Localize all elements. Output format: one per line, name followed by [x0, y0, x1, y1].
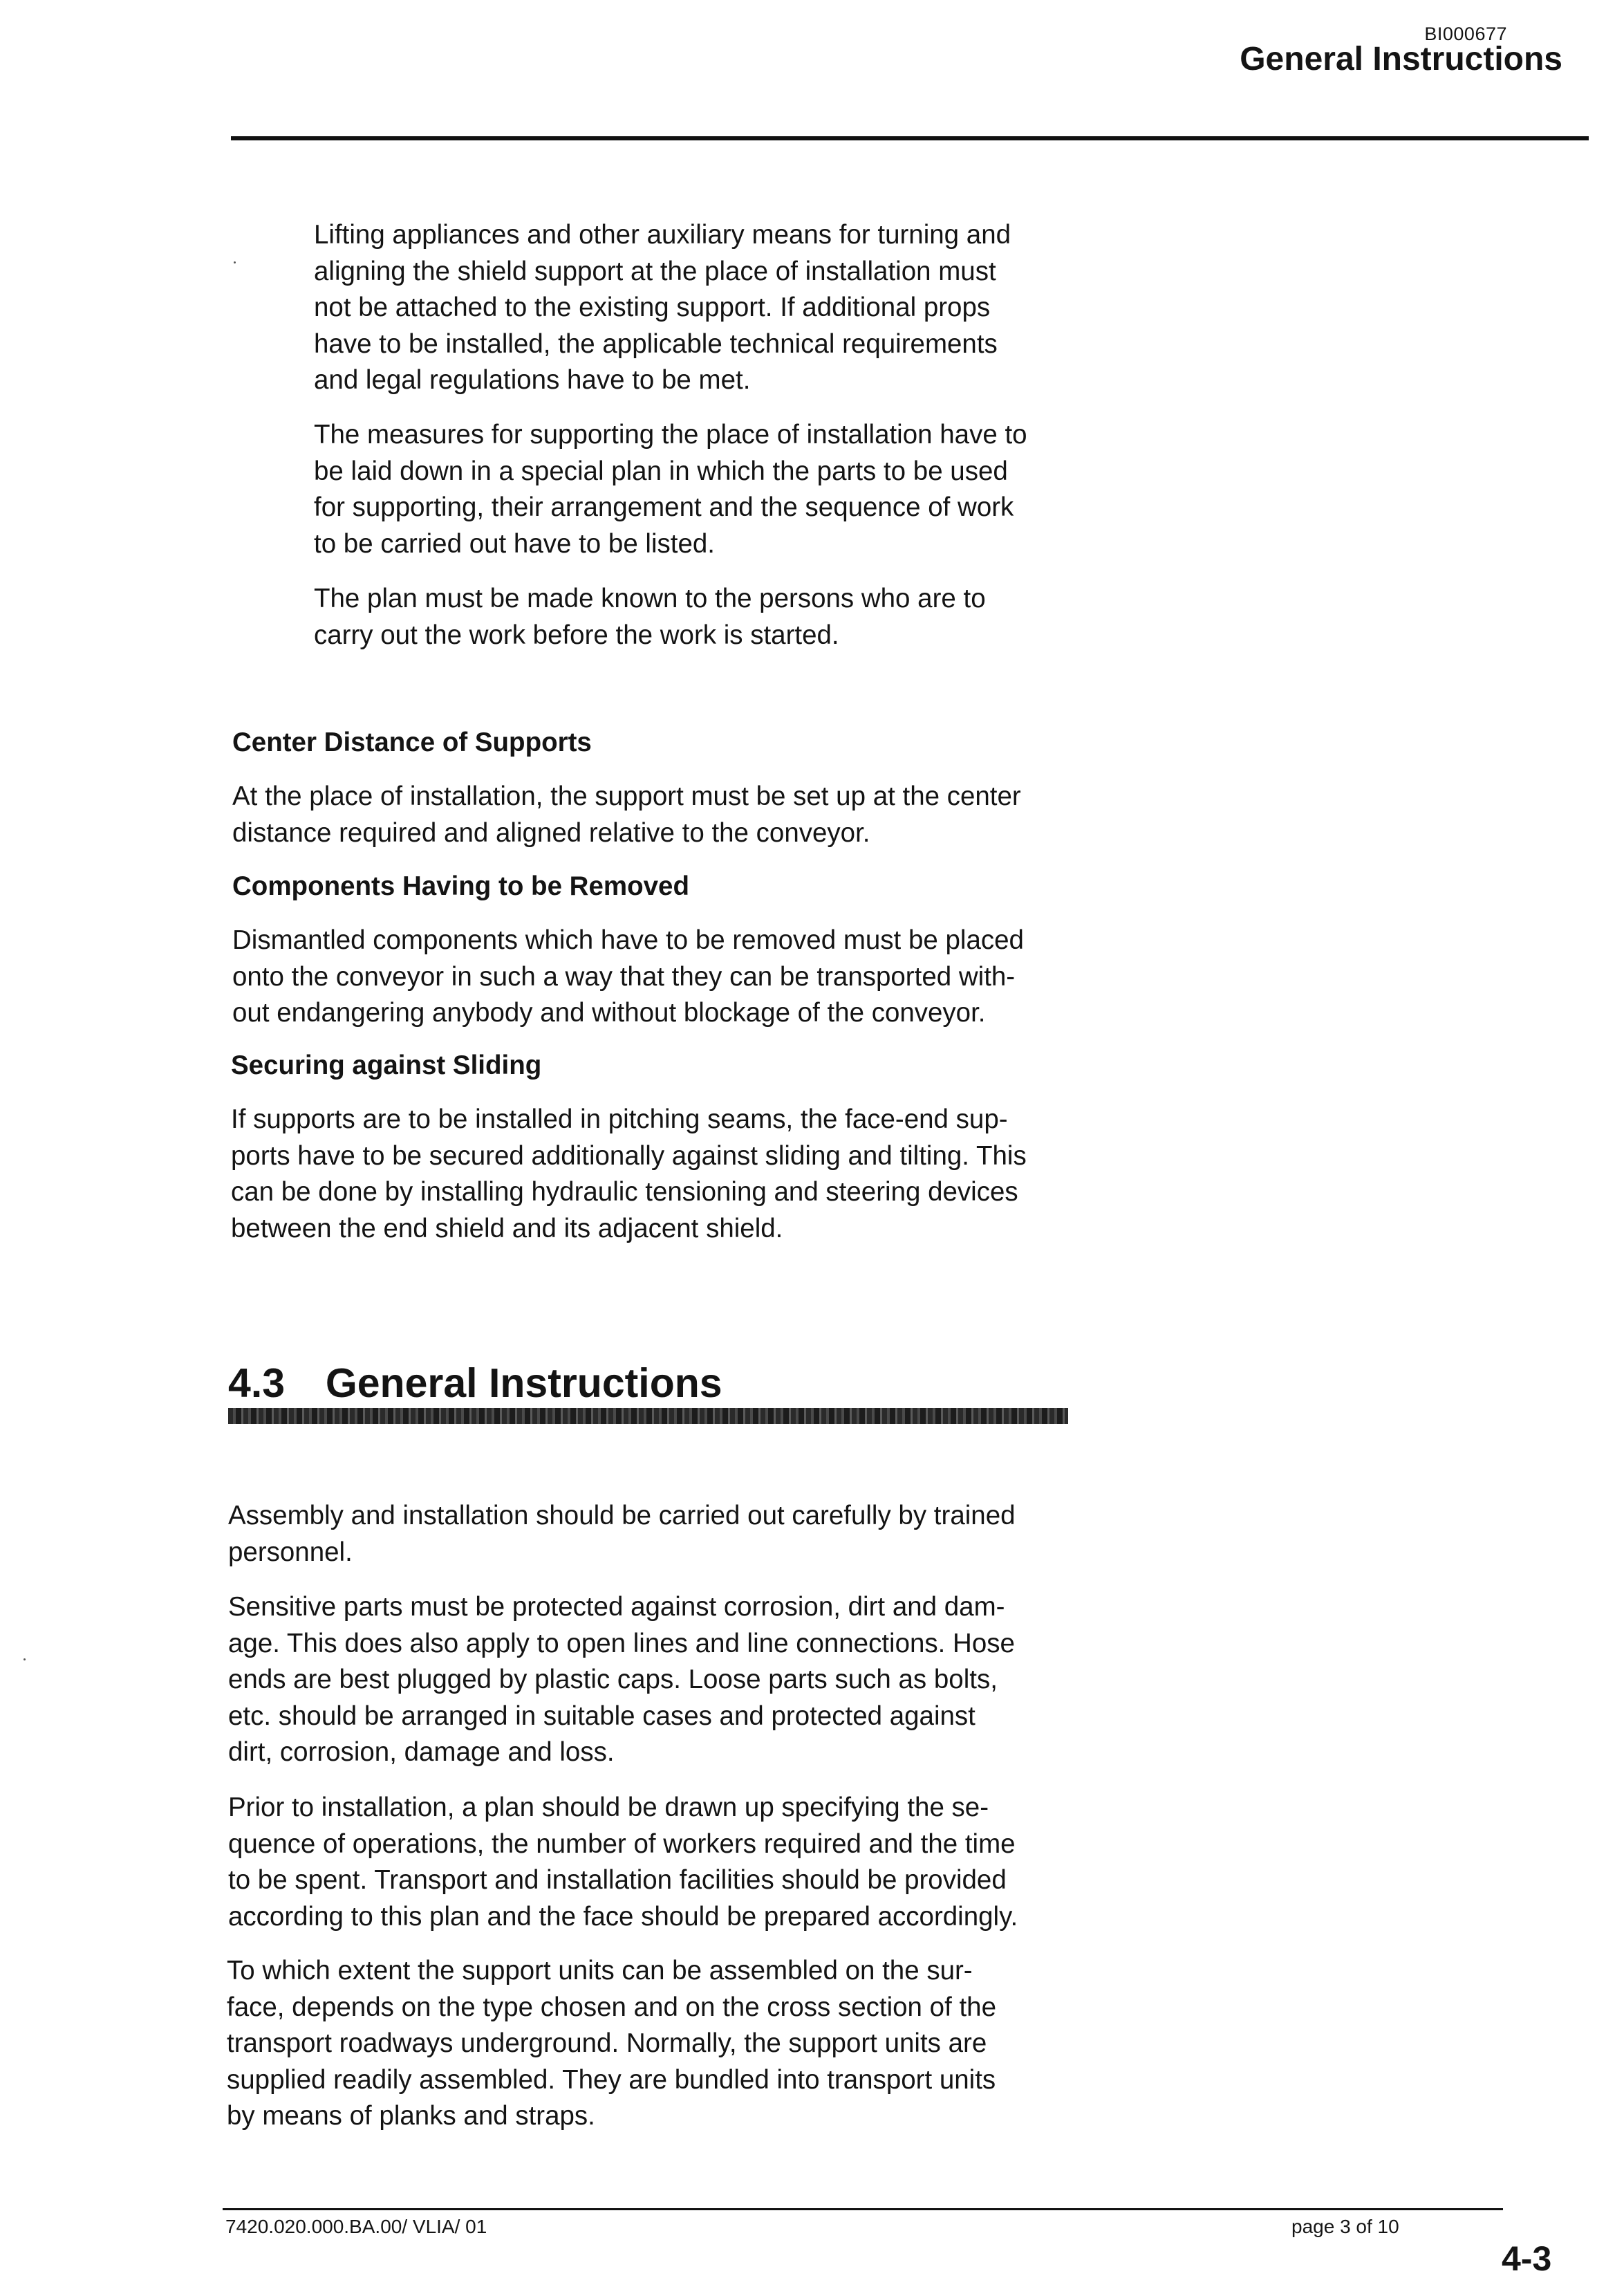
text-line: age. This does also apply to open lines and line connections. Hose — [228, 1628, 1015, 1658]
text-line: supplied readily assembled. They are bundled into transport units — [227, 2064, 996, 2095]
scan-speck — [234, 261, 236, 263]
text-line: dirt, corrosion, damage and loss. — [228, 1737, 615, 1767]
section-paragraph-2 — [228, 1589, 1015, 1771]
section-paragraph-3 — [228, 1790, 1018, 1935]
intro-paragraph-3 — [314, 581, 986, 654]
subsection-heading: Center Distance of Supports — [232, 728, 592, 757]
text-line: distance required and aligned relative to the conveyor. — [232, 817, 870, 848]
text-line: and legal regulations have to be met. — [314, 365, 751, 395]
text-line: Dismantled components which have to be removed must be placed — [232, 925, 1024, 955]
text-line: To which extent the support units can be assembled on the sur- — [227, 1956, 973, 1985]
text-line: not be attached to the existing support. If additional props — [314, 293, 991, 322]
page-number: 4-3 — [1502, 2239, 1552, 2278]
text-line: etc. should be arranged in suitable cases and protected against — [228, 1701, 975, 1731]
text-line: can be done by installing hydraulic tensioning and steering devices — [231, 1177, 1018, 1207]
text-line: for supporting, their arrangement and the sequence of work — [314, 492, 1014, 522]
section-paragraph-4 — [227, 1953, 996, 2135]
subsection-heading: Components Having to be Removed — [232, 871, 689, 901]
text-line: If supports are to be installed in pitching seams, the face-end sup- — [231, 1104, 1008, 1134]
text-line: Lifting appliances and other auxiliary means for turning and — [314, 220, 1011, 250]
section-title-text: General Instructions — [325, 1360, 722, 1406]
text-line: out endangering anybody and without blockage of the conveyor. — [232, 998, 986, 1028]
text-line: to be carried out have to be listed. — [314, 528, 716, 559]
text-line: transport roadways underground. Normally, the support units are — [227, 2028, 987, 2058]
intro-paragraph-2 — [314, 417, 1027, 562]
scan-speck — [24, 1658, 26, 1660]
text-line: between the end shield and its adjacent shield. — [231, 1213, 783, 1243]
header-title: General Instructions — [1240, 41, 1562, 77]
document-id: BI000677 — [1424, 24, 1507, 44]
text-line: personnel. — [228, 1537, 353, 1567]
header-rule — [231, 136, 1589, 140]
footer-rule — [223, 2208, 1503, 2210]
section-number: 4.3 — [228, 1360, 286, 1406]
text-line: Sensitive parts must be protected against corrosion, dirt and dam- — [228, 1592, 1005, 1622]
text-line: ends are best plugged by plastic caps. Loose parts such as bolts, — [228, 1665, 998, 1694]
text-line: according to this plan and the face should be prepared accordingly. — [228, 1901, 1018, 1932]
intro-paragraph-1 — [314, 217, 1011, 399]
text-line: quence of operations, the number of workers required and the time — [228, 1829, 1016, 1859]
text-line: have to be installed, the applicable technical requirements — [314, 328, 998, 359]
section-title — [228, 1360, 722, 1407]
footer-doc-ref: 7420.020.000.BA.00/ VLIA/ 01 — [225, 2216, 487, 2237]
text-line: At the place of installation, the support must be set up at the center — [232, 781, 1021, 811]
section-paragraph-1 — [228, 1498, 1016, 1571]
section-title-bar — [228, 1408, 1068, 1424]
subsection-heading: Securing against Sliding — [231, 1050, 542, 1080]
text-line: ports have to be secured additionally against sliding and tilting. This — [231, 1140, 1027, 1171]
text-line: The plan must be made known to the persons who are to — [314, 584, 986, 613]
footer-page-label: page 3 of 10 — [1291, 2216, 1399, 2237]
text-line: The measures for supporting the place of installation have to — [314, 420, 1027, 450]
subsection-securing-sliding — [231, 1048, 1027, 1247]
text-line: Prior to installation, a plan should be drawn up specifying the se- — [228, 1793, 989, 1822]
text-line: aligning the shield support at the place of installation must — [314, 256, 996, 286]
text-line: Assembly and installation should be carried out carefully by trained — [228, 1501, 1016, 1530]
text-line: be laid down in a special plan in which the parts to be used — [314, 456, 1008, 486]
text-line: to be spent. Transport and installation facilities should be provided — [228, 1865, 1007, 1895]
text-line: carry out the work before the work is started. — [314, 620, 839, 650]
text-line: onto the conveyor in such a way that they can be transported with- — [232, 961, 1016, 992]
text-line: by means of planks and straps. — [227, 2101, 595, 2131]
subsection-components-removed — [232, 869, 1024, 1032]
subsection-center-distance — [232, 725, 1021, 851]
text-line: face, depends on the type chosen and on the cross section of the — [227, 1992, 996, 2022]
